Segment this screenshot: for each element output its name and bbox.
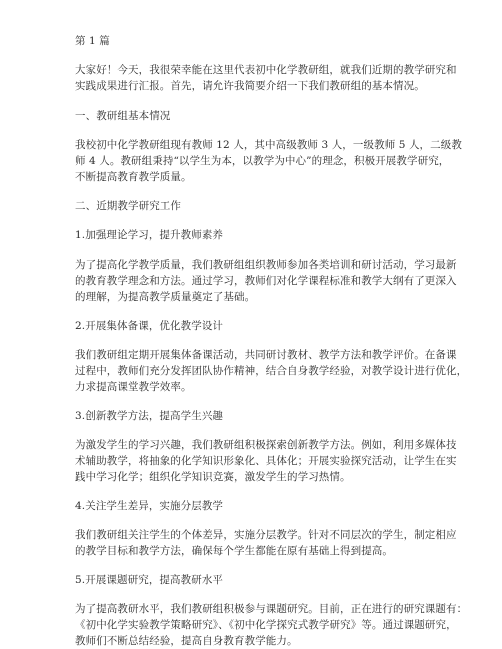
section-heading: 二、近期教学研究工作 [75, 200, 181, 212]
paragraph-line: 力求提高课堂教学效率。 [75, 381, 192, 393]
paragraph-line: 我校初中化学教研组现有教师 12 人，其中高级教师 3 人，一级教师 5 人，二级教 [75, 139, 462, 151]
paragraph-line: 过程中，教师们充分发挥团队协作精神，结合自身教学经验，对教学设计进行优化， [75, 365, 468, 377]
paragraph-line: 师 4 人。教研组秉持“以学生为本，以教学为中心”的理念，积极开展教学研究， [75, 155, 450, 167]
paragraph-line: 实践成果进行汇报。首先，请允许我简要介绍一下我们教研组的基本情况。 [75, 80, 425, 92]
paragraph-line: 的教学目标和教学方法，确保每个学生都能在原有基础上得到提高。 [75, 545, 393, 557]
section-heading: 一、教研组基本情况 [75, 110, 171, 122]
paragraph-line: 大家好！今天，我很荣幸能在这里代表初中化学教研组，就我们近期的教学研究和 [75, 64, 457, 76]
subsection-heading: 1.加强理论学习，提升教师素养 [75, 229, 224, 241]
paragraph-line: 的理解，为提高教学质量奠定了基础。 [75, 291, 256, 303]
subsection-heading: 2.开展集体备课，优化教学设计 [75, 320, 224, 332]
subsection-heading: 4.关注学生差异，实施分层教学 [75, 500, 224, 512]
paragraph-line: 践中学习化学；组织化学知识竞赛，激发学生的学习热情。 [75, 471, 351, 483]
paragraph-line: 为了提高教研水平，我们教研组积极参与课题研究。目前，正在进行的研究课题有： [75, 603, 468, 615]
paragraph-line: 为激发学生的学习兴趣，我们教研组积极探索创新教学方法。例如，利用多媒体技 [75, 439, 457, 451]
paragraph-line: 为了提高化学教学质量，我们教研组组织教师参加各类培训和研讨活动，学习最新 [75, 259, 457, 271]
paragraph-line: 教师们不断总结经验，提高自身教育教学能力。 [75, 635, 298, 647]
paragraph-line: 的教育教学理念和方法。通过学习，教师们对化学课程标准和教学大纲有了更深入 [75, 275, 457, 287]
subsection-heading: 3.创新教学方法，提高学生兴趣 [75, 410, 224, 422]
paragraph-line: 术辅助教学，将抽象的化学知识形象化、具体化；开展实验探究活动，让学生在实 [75, 455, 457, 467]
paragraph-line: 不断提高教育教学质量。 [75, 171, 192, 183]
subsection-heading: 5.开展课题研究，提高教研水平 [75, 574, 224, 586]
paragraph-line: 《初中化学实验教学策略研究》、《初中化学探究式教学研究》等。通过课题研究， [75, 619, 457, 631]
paragraph-line: 我们教研组定期开展集体备课活动，共同研讨教材、教学方法和教学评价。在备课 [75, 349, 457, 361]
page-heading: 第 1 篇 [75, 35, 110, 47]
paragraph-line: 我们教研组关注学生的个体差异，实施分层教学。针对不同层次的学生，制定相应 [75, 529, 457, 541]
